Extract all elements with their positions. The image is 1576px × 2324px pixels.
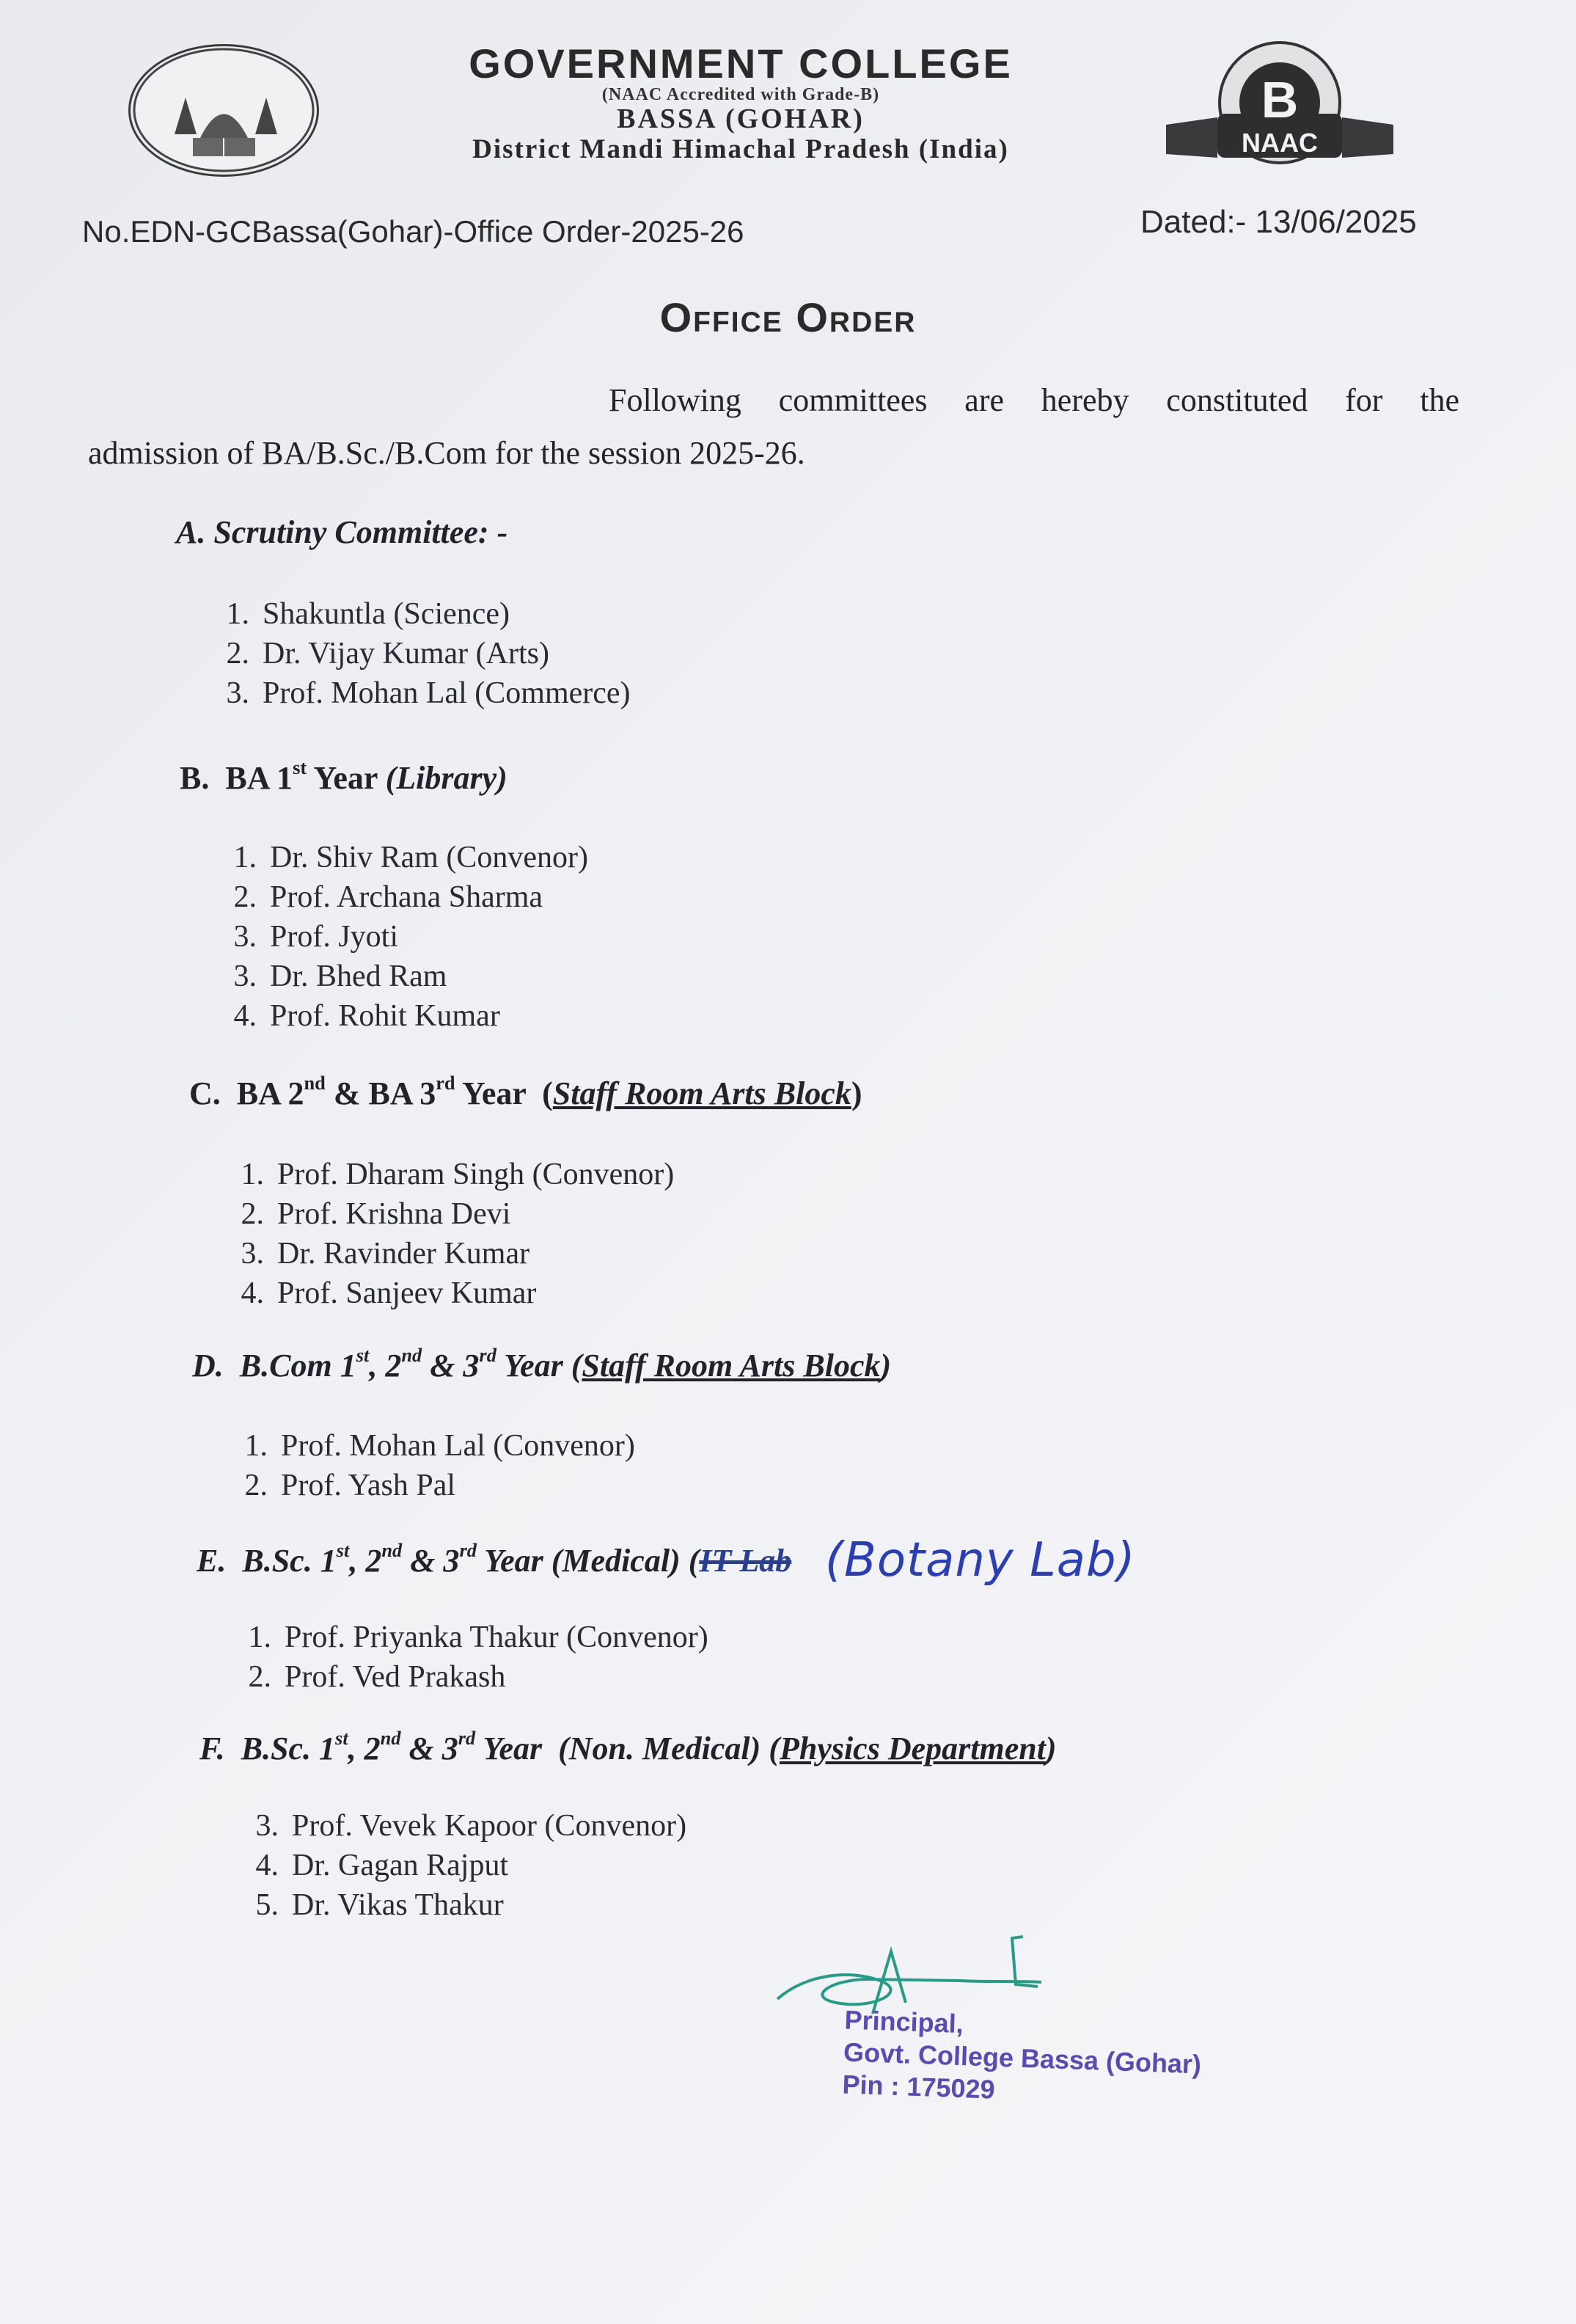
college-place: BASSA (GOHAR)	[617, 103, 865, 134]
section-title: Scrutiny Committee: -	[213, 514, 508, 550]
list-item: 2. Prof. Yash Pal	[244, 1469, 456, 1502]
accreditation-line: (NAAC Accredited with Grade-B)	[601, 85, 880, 104]
section-c-list	[213, 1155, 674, 1313]
section-a-list	[198, 594, 631, 713]
order-title: Office Order	[659, 294, 917, 340]
list-item: 5. Dr. Vikas Thakur	[255, 1888, 504, 1922]
list-item: 3. Dr. Bhed Ram	[233, 960, 447, 993]
intro-line-1: Following committees are hereby constituted for the	[609, 382, 1459, 418]
list-item: 1. Prof. Mohan Lal (Convenor)	[244, 1429, 635, 1463]
list-item: 1. Dr. Shiv Ram (Convenor)	[233, 841, 588, 874]
section-b-list	[205, 838, 588, 1036]
section-f-heading: F. B.Sc. 1st, 2nd & 3rd Year (Non. Medical) (Physics Department)	[199, 1727, 1057, 1766]
intro-line-2: admission of BA/B.Sc./B.Com for the session 2025-26.	[88, 435, 805, 471]
college-district: District Mandi Himachal Pradesh (India)	[472, 134, 1009, 164]
list-item: 1. Prof. Priyanka Thakur (Convenor)	[248, 1620, 708, 1654]
list-item: 3. Dr. Ravinder Kumar	[241, 1237, 530, 1271]
college-name: GOVERNMENT COLLEGE	[469, 40, 1013, 87]
reference-number: No.EDN-GCBassa(Gohar)-Office Order-2025-26	[82, 214, 744, 249]
section-e-heading: E. B.Sc. 1st, 2nd & 3rd Year (Medical) (IT Lab	[197, 1539, 792, 1579]
list-item: 4. Prof. Sanjeev Kumar	[241, 1276, 537, 1310]
struck-out-text: IT Lab	[699, 1543, 792, 1579]
list-item: 2. Prof. Krishna Devi	[241, 1197, 511, 1231]
badge-grade: B	[1261, 71, 1299, 128]
section-a-heading	[176, 514, 507, 551]
list-item: 2. Dr. Vijay Kumar (Arts)	[226, 637, 549, 670]
stamp-pin: Pin : 175029	[841, 2069, 996, 2105]
section-c-heading: C. BA 2nd & BA 3rd Year (Staff Room Arts Block)	[189, 1072, 862, 1111]
section-f-list	[227, 1806, 686, 1925]
badge-label: NAAC	[1242, 128, 1318, 158]
list-item: 3. Prof. Vevek Kapoor (Convenor)	[255, 1809, 687, 1843]
list-item: 3. Prof. Jyoti	[233, 920, 399, 954]
stamp-designation: Principal,	[843, 2004, 964, 2039]
list-item: 3. Prof. Mohan Lal (Commerce)	[226, 676, 631, 710]
college-logo	[128, 44, 319, 177]
list-item: 4. Prof. Rohit Kumar	[233, 999, 500, 1033]
list-item: 2. Prof. Ved Prakash	[248, 1660, 506, 1694]
naac-badge-logo	[1159, 37, 1401, 176]
order-date: Dated:- 13/06/2025	[1140, 204, 1417, 240]
principal-stamp	[842, 2004, 1203, 2113]
section-e-list	[220, 1618, 708, 1697]
list-item: 4. Dr. Gagan Rajput	[255, 1849, 509, 1882]
section-b-heading: B. BA 1st Year (Library)	[180, 756, 507, 796]
section-d-heading: D. B.Com 1st, 2nd & 3rd Year (Staff Room Arts Block)	[192, 1344, 892, 1384]
list-item: 1. Prof. Dharam Singh (Convenor)	[241, 1158, 675, 1191]
stamp-college: Govt. College Bassa (Gohar)	[843, 2036, 1202, 2080]
list-item: 1. Shakuntla (Science)	[226, 597, 510, 631]
section-letter: A.	[176, 514, 206, 550]
handwritten-correction: (Botany Lab)	[825, 1533, 1136, 1587]
section-d-list	[216, 1426, 635, 1505]
list-item: 2. Prof. Archana Sharma	[233, 880, 543, 914]
